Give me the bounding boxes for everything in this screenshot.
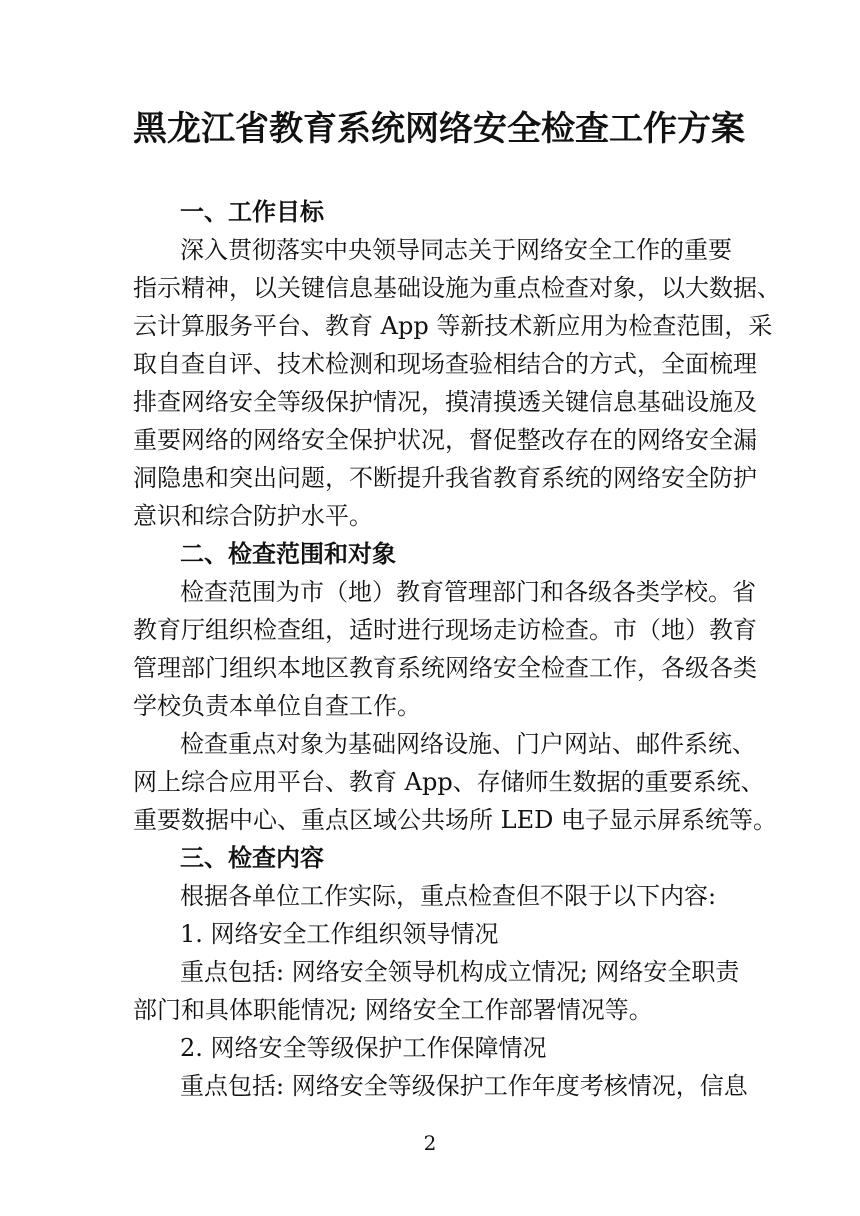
subsection-heading-1: 1. 网络安全工作组织领导情况: [180, 920, 499, 948]
paragraph-line: 深入贯彻落实中央领导同志关于网络安全工作的重要: [180, 236, 732, 264]
paragraph-line: 重点包括: 网络安全等级保护工作年度考核情况，信息: [180, 1072, 748, 1100]
paragraph-line: 洞隐患和突出问题，不断提升我省教育系统的网络安全防护: [133, 464, 757, 492]
paragraph-line: 重要网络的网络安全保护状况，督促整改存在的网络安全漏: [133, 426, 757, 454]
section-heading-1: 一、工作目标: [180, 198, 324, 226]
paragraph-line: 指示精神，以关键信息基础设施为重点检查对象，以大数据、: [133, 274, 781, 302]
paragraph-line: 重点包括: 网络安全领导机构成立情况; 网络安全职责: [180, 958, 740, 986]
paragraph-line: 取自查自评、技术检测和现场查验相结合的方式，全面梳理: [133, 350, 757, 378]
paragraph-line: 根据各单位工作实际，重点检查但不限于以下内容:: [180, 882, 717, 910]
paragraph-line: 网上综合应用平台、教育 App、存储师生数据的重要系统、: [133, 768, 765, 796]
section-heading-3: 三、检查内容: [180, 844, 324, 872]
paragraph-line: 检查范围为市（地）教育管理部门和各级各类学校。省: [180, 578, 756, 606]
section-heading-2: 二、检查范围和对象: [180, 540, 396, 568]
paragraph-line: 管理部门组织本地区教育系统网络安全检查工作，各级各类: [133, 654, 757, 682]
paragraph-line: 学校负责本单位自查工作。: [133, 692, 421, 720]
document-title: 黑龙江省教育系统网络安全检查工作方案: [133, 109, 745, 149]
subsection-heading-2: 2. 网络安全等级保护工作保障情况: [180, 1034, 547, 1062]
paragraph-line: 云计算服务平台、教育 App 等新技术新应用为检查范围，采: [133, 312, 773, 340]
page-number: 2: [423, 1131, 437, 1155]
paragraph-line: 意识和综合防护水平。: [133, 502, 373, 530]
paragraph-line: 部门和具体职能情况; 网络安全工作部署情况等。: [133, 996, 653, 1024]
paragraph-line: 重要数据中心、重点区域公共场所 LED 电子显示屏系统等。: [133, 806, 777, 834]
paragraph-line: 检查重点对象为基础网络设施、门户网站、邮件系统、: [180, 730, 756, 758]
paragraph-line: 教育厅组织检查组，适时进行现场走访检查。市（地）教育: [133, 616, 757, 644]
paragraph-line: 排查网络安全等级保护情况，摸清摸透关键信息基础设施及: [133, 388, 757, 416]
